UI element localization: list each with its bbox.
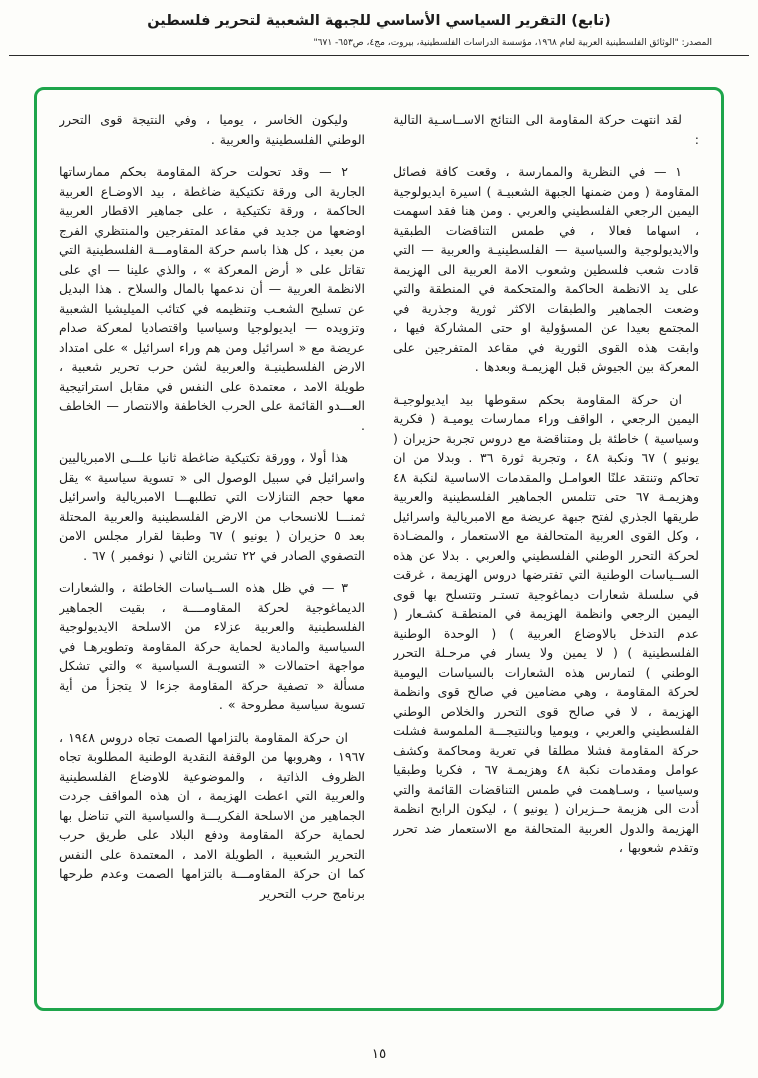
paragraph: ٣ — في ظل هذه الســياسات الخاطئة ، والشعارات الديماغوجية لحركة المقاومــــة ، بقيت الجماهير الفلسطينية والعربية عزلاء من الاسلحة الايديولوجية السياسية والمادية لحماية حركة المقاومة وتطويرهـا في مواجهة احتمالات « التسويـة السياسية » والتي تشكل مسألة « تصفية حركة المقاومة جزءا لا يتجزأ من أية تسوية سياسية مطروحة » . — [59, 580, 365, 712]
paragraph: وليكون الخاسر ، يوميا ، وفي النتيجة قوى التحرر الوطني الفلسطينية والعربية . — [59, 112, 365, 147]
paragraph: ١ — في النظرية والممارسة ، وقعت كافة فصائل المقاومة ( ومن ضمنها الجبهة الشعبيـة ) اسيرة ايديولوجية اليمين الرجعي الفلسطيني والعربي . ومن هنا فقد اسهمت ، اسهاما فعالا ، في طمس التناقضات الطبقية والايديولوجية والسياسية — الفلسطينيـة والعربية — التي قادت شعب فلسطين وشعوب الامة العربية الى الهزيمة على يد الانظمة الحاكمة والمتحكمة في المنطقة والتي وضعت الجماهير والطبقات الاكثر ثورية وجذرية في المجتمع بعيدا عن المسؤولية او حتى المشاركة فيها ، وابقت هذه القوى الثورية في مقاعد المتفرجين على المعركة بين الجيوش قبل الهزيمـة وبعدها . — [393, 164, 699, 374]
page-header — [0, 0, 758, 56]
column-right — [393, 110, 699, 988]
paragraph: لقد انتهت حركة المقاومة الى النتائج الاســاسـية التالية : — [393, 112, 699, 147]
header-divider — [9, 55, 749, 56]
document-title: (تابع) التقرير السياسي الأساسي للجبهة الشعبية لتحرير فلسطين — [147, 13, 611, 29]
green-text-frame — [34, 87, 724, 1011]
source-citation: المصدر: "الوثائق الفلسطينية العربية لعام ١٩٦٨، مؤسسة الدراسات الفلسطينية، بيروت، مج٤، ص٦٥٣- ٦٧١" — [313, 38, 712, 48]
column-left — [59, 110, 365, 988]
page-footer — [0, 1043, 758, 1062]
two-column-layout — [59, 110, 699, 988]
paragraph: ٢ — وقد تحولت حركة المقاومة بحكم ممارساتها الجارية الى ورقة تكتيكية ضاغطة ، بيد الاوضـاع العربية الحاكمة ، ورقة تكتيكية ، على جماهير الاقطار العربية اوضعها من جديد في مقاعد المتفرجين والمنتظري الفرج من بعيد ، كل هذا باسم حركة المقاومـــة الفلسطينية التي تقاتل على « أرض المعركة » ، والذي علينا — اي على الانظمة العربية — أن ندعمها بالمال والسلاح . هذا البديل عن تسليح الشعـب وتنظيمه في كتائب الميليشيا الشعبية وتزويده — ايديولوجيا وسياسيا واقتصاديا لمعركة صدام عريضة مع « اسرائيل ومن هم وراء اسرائيل » على امتداد الارض الفلسطينيـة والعربية لشن حرب تحرير شعبية ، طويلة الامد ، معتمدة على النفس في مقابل استراتيجية العـــدو القائمة على الحرب الخاطفة والانتصار — الخاطف . — [59, 164, 365, 433]
paragraph: ان حركة المقاومة بحكم سقوطها بيد ايديولوجيـة اليمين الرجعي ، الواقف وراء ممارسات يوميـة ( فكرية وسياسية ) خاطئة بل ومتناقضة مع دروس تجربة حزيران ( يونيو ) ٦٧ ونكبة ٤٨ ، وتجربة ثورة ٣٦ . وبدلا من ان تحاكم وتنتقد علنًا العوامـل والمقدمات الاساسية لنكبة ٤٨ وهزيمـة ٦٧ حتى تتلمس الجماهير الفلسطينية والعربية طريقها الجذري لفتح جبهة عريضة مع الامبريالية واسرائيل ، وكل القوى العربية المتحالفة مع الاستعمار ، والمضـادة لحركة التحرر الوطني الفلسطيني والعربي . بدلا عن هذه الســياسات الوطنية التي تفترضها دروس الهزيمة ، غرقت في سلسلة شعارات ديماغوجية تستـر وتتسلح بها قوى اليمين الرجعي وانظمة الهزيمة في المنطقـة كشـعار ( عدم التدخل بالاوضاع العربية ) ( الوحدة الوطنية الفلسطينية ) ( لا يمين ولا يسار في مرحـلة التحرر الوطني ) لتمارس هذه الشعارات بالسياسات اليومية لحركة المقاومة ، وهي مضامين في صالح قوى وانظمة الهزيمة ، لا في صالح قوى التحرر والخلاص الوطني الفلسطيني والعربي ، ويوميا وبالنتيجـــة الملموسة فشلت حركة المقاومة فشلا مطلقا في تعرية ومحاكمة وكشف عوامل ومقدمات نكبة ٤٨ وهزيمـة ٦٧ ، فكريا وطبقيا وسياسيا ، وسـاهمت في طمس التناقضات القائمة والتي أدت الى هزيمة حــزيران ( يونيو ) ، ليكون الرابح انظمة الهزيمة والدول العربية المتحالفة مع الاستعمار ضد تحرر وتقدم شعوبها ، — [393, 391, 699, 855]
page-number: ١٥ — [371, 1046, 387, 1062]
paragraph: ان حركة المقاومة بالتزامها الصمت تجاه دروس ١٩٤٨ ، ١٩٦٧ ، وهروبها من الوقفة النقدية الوطنية المطلوبة تجاه الظروف الذاتية ، والموضوعية للاوضاع الفلسطينية والعربية التي اعطت الهزيمة ، ان هذه المواقف جردت الجماهير من الاسلحة الفكريـــة والسياسية التي تناضل بها لحماية حركة المقاومة ودفع البلاد على طريق حرب التحرير الشعبية ، الطويلة الامد ، المعتمدة على النفس كما ان حركة المقاومـــة بالتزامها الصمت وعدم طرحها برنامج حرب التحرير — [59, 729, 365, 901]
paragraph: هذا أولا ، وورقة تكتيكية ضاغطة ثانيا علـــى الامبرياليين واسرائيل في سبيل الوصول الى « تسوية سياسية » يقل معها حجم التنازلات التي تطلبهـــا الامبريالية واسرائيل ثمنـــا للانسحاب من الارض الفلسطينية والعربية المحتلة بعد ٥ حزيران ( يونيو ) ٦٧ وطبقا لقرار مجلس الامن التصفوي الصادر في ٢٢ تشرين الثاني ( نوفمبر ) ٦٧ . — [59, 450, 365, 563]
